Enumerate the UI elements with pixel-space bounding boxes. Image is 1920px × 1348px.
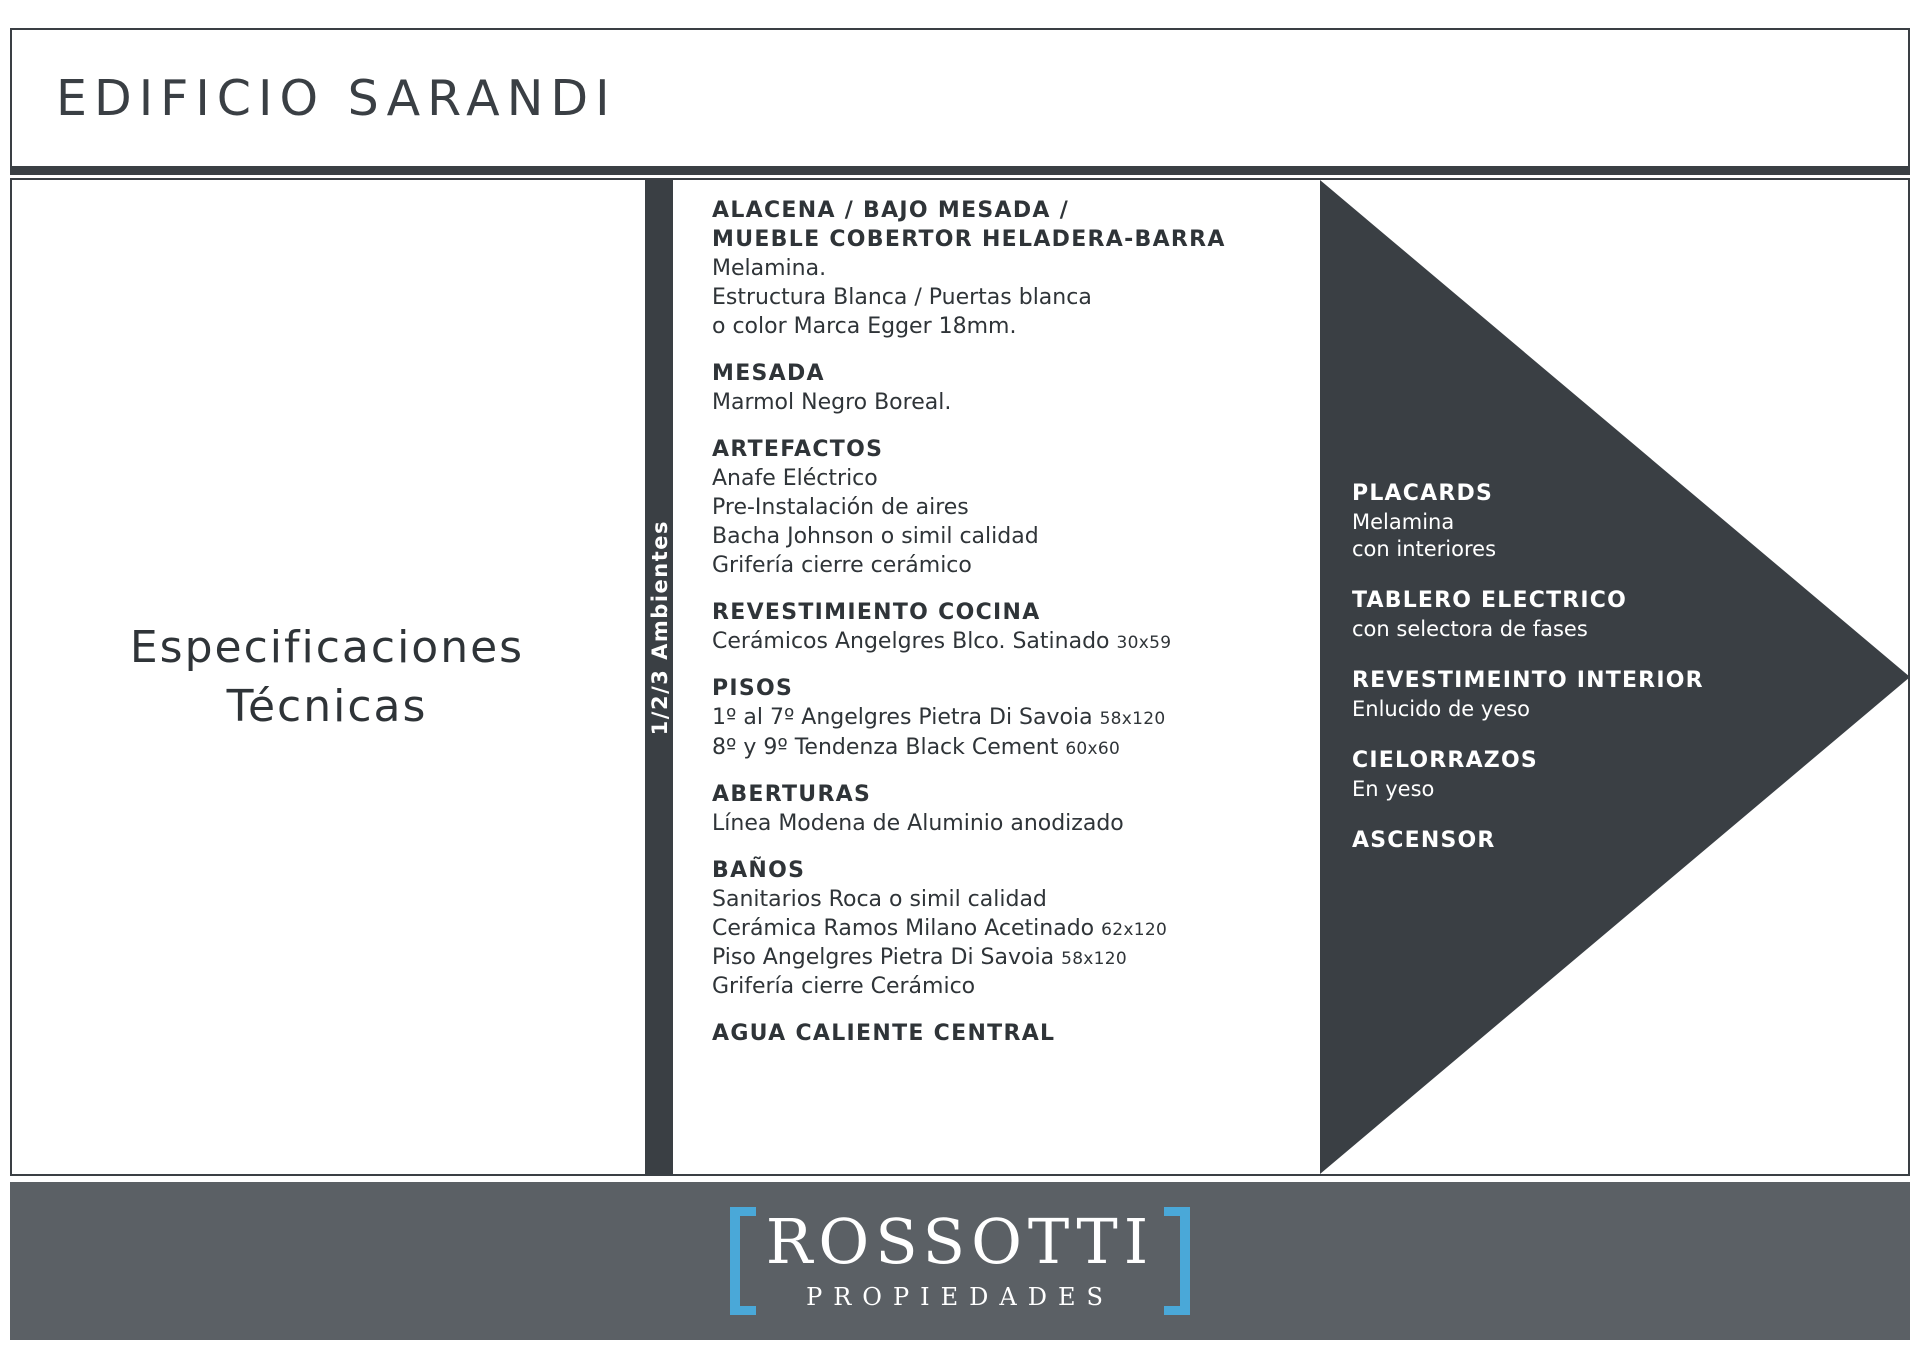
- spec-line: Anafe Eléctrico: [712, 466, 878, 492]
- spec-dimension: 58x120: [1099, 709, 1166, 730]
- spec-block-placards: [1352, 480, 1832, 563]
- spec-title: AGUA CALIENTE CENTRAL: [712, 1020, 1056, 1046]
- spec-text: Cerámica Ramos Milano Acetinado: [712, 915, 1102, 941]
- logo-company-tagline: PROPIEDADES: [806, 1283, 1114, 1311]
- spec-line: [712, 627, 1332, 656]
- company-logo: [730, 1201, 1191, 1321]
- logo-bracket-right-icon: [1180, 1207, 1190, 1315]
- spec-line: En yeso: [1352, 776, 1435, 801]
- spec-text: Piso Angelgres Pietra Di Savoia: [712, 944, 1062, 970]
- spec-block-alacena: [712, 196, 1332, 341]
- spec-text: 1º al 7º Angelgres Pietra Di Savoia: [712, 705, 1100, 731]
- document-footer: [10, 1182, 1910, 1340]
- spec-title: ASCENSOR: [1352, 827, 1496, 853]
- left-panel-title-line1: Especificaciones: [129, 621, 525, 673]
- left-panel-title-line2: Técnicas: [226, 681, 428, 732]
- spec-title: PLACARDS: [1352, 481, 1493, 506]
- header-divider-rule: [10, 168, 1910, 175]
- spec-block-tablero-electrico: [1352, 587, 1832, 643]
- spec-title: ABERTURAS: [712, 781, 872, 807]
- spec-text: 8º y 9º Tendenza Black Cement: [712, 734, 1066, 760]
- spec-line: Grifería cierre cerámico: [712, 553, 972, 579]
- left-panel-title: [130, 618, 524, 737]
- logo-company-name: ROSSOTTI: [765, 1205, 1155, 1278]
- spec-block-agua-caliente: [712, 1019, 1332, 1048]
- logo-text: [740, 1205, 1181, 1311]
- spec-line: [712, 943, 1332, 972]
- spec-block-artefactos: [712, 435, 1332, 580]
- spec-line: con selectora de fases: [1352, 616, 1588, 641]
- spec-dimension: 30x59: [1116, 633, 1172, 654]
- spec-line: Sanitarios Roca o simil calidad: [712, 886, 1047, 912]
- spec-dimension: 62x120: [1101, 919, 1168, 940]
- spec-line: Grifería cierre Cerámico: [712, 973, 976, 999]
- spec-line: Bacha Johnson o simil calidad: [712, 524, 1039, 550]
- spec-line: Enlucido de yeso: [1352, 696, 1531, 721]
- spec-block-aberturas: [712, 780, 1332, 838]
- spec-block-ascensor: [1352, 827, 1832, 856]
- spec-block-banos: [712, 856, 1332, 1001]
- spec-title: ALACENA / BAJO MESADA /: [712, 198, 1070, 223]
- spec-line: Marmol Negro Boreal.: [712, 390, 952, 416]
- spec-line: [712, 914, 1332, 943]
- spec-title: TABLERO ELECTRICO: [1352, 588, 1628, 614]
- spec-block-cielorrazos: [1352, 747, 1832, 803]
- spec-line: con interiores: [1352, 536, 1497, 561]
- spec-dimension: 60x60: [1065, 738, 1121, 759]
- spec-line: Melamina.: [712, 256, 827, 282]
- spec-line: Melamina: [1352, 509, 1455, 534]
- spec-line: o color Marca Egger 18mm.: [712, 314, 1017, 340]
- center-specifications-list: [712, 196, 1332, 1066]
- spec-title: MESADA: [712, 361, 825, 387]
- spec-dimension: 58x120: [1061, 948, 1128, 969]
- ambientes-label: 1/2/3 Ambientes: [648, 520, 672, 736]
- spec-title: PISOS: [712, 676, 794, 702]
- spec-block-mesada: [712, 359, 1332, 417]
- spec-line: [712, 733, 1332, 762]
- spec-title: REVESTIMIENTO COCINA: [712, 600, 1041, 626]
- spec-line: Estructura Blanca / Puertas blanca: [712, 285, 1092, 311]
- spec-title: BAÑOS: [712, 857, 806, 883]
- left-panel: [12, 180, 642, 1174]
- spec-block-revestimiento-cocina: [712, 598, 1332, 656]
- logo-bracket-left-icon: [730, 1207, 740, 1315]
- spec-title: REVESTIMEINTO INTERIOR: [1352, 668, 1704, 694]
- spec-block-revestimiento-interior: [1352, 667, 1832, 723]
- arrow-specifications-list: [1352, 480, 1832, 879]
- spec-title: MUEBLE COBERTOR HELADERA-BARRA: [712, 227, 1226, 253]
- page-title: EDIFICIO SARANDI: [56, 69, 617, 127]
- spec-text: Cerámicos Angelgres Blco. Satinado: [712, 629, 1117, 655]
- spec-line: Línea Modena de Aluminio anodizado: [712, 810, 1124, 836]
- spec-block-pisos: [712, 674, 1332, 761]
- spec-line: [712, 703, 1332, 732]
- document-header: [10, 28, 1910, 168]
- spec-title: CIELORRAZOS: [1352, 747, 1538, 773]
- spec-line: Pre-Instalación de aires: [712, 495, 969, 521]
- spec-title: ARTEFACTOS: [712, 437, 884, 463]
